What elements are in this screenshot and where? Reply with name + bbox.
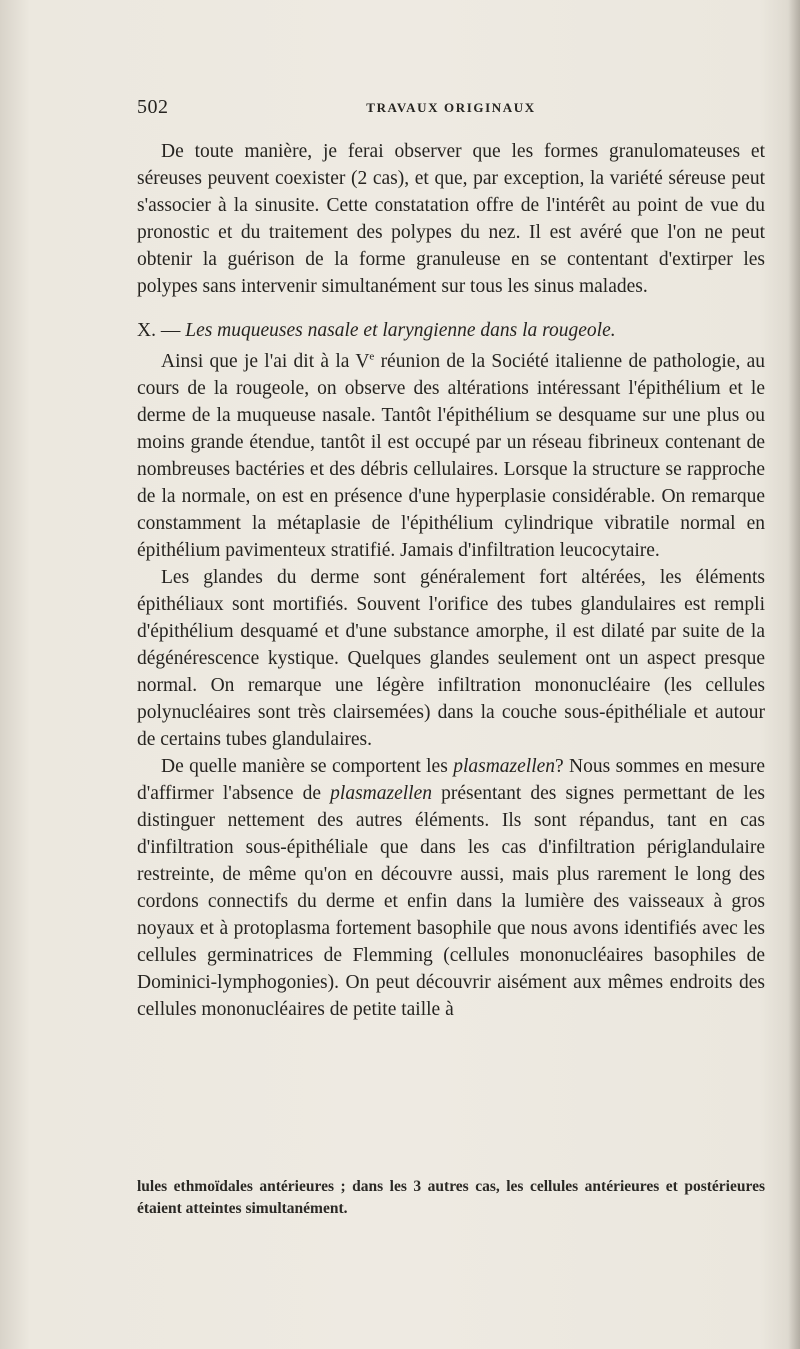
spacer bbox=[137, 300, 765, 307]
paragraph-4-text-b: ? Nous sommes en mesure d'affirmer l'absence de bbox=[137, 756, 765, 804]
footnote-text: lules ethmoïdales antérieures ; dans les 3 autres cas, les cellules antérieures et postérieures étaient atteintes simultanément. bbox=[137, 1178, 765, 1217]
italic-term-plasmazellen-2: plasmazellen bbox=[330, 783, 432, 804]
section-number: X. — bbox=[137, 320, 186, 341]
section-heading bbox=[137, 317, 765, 344]
footnote bbox=[137, 1176, 765, 1220]
paragraph-3: Les glandes du derme sont généralement fort altérées, les éléments épithéliaux sont mortifiés. Souvent l'orifice des tubes glandulaires est rempli d'épithélium desquamé et d'une substance amorphe, il est dilaté par suite de la dégénérescence kystique. Quelques glandes seulement ont un aspect presque normal. On remarque une légère infiltration mononucléaire (les cellules polynucléaires sont très clairsemées) dans la couche sous-épithéliale et autour de certains tubes glandulaires. bbox=[137, 567, 765, 750]
page-number: 502 bbox=[137, 96, 169, 118]
running-title: TRAVAUX ORIGINAUX bbox=[366, 100, 536, 115]
italic-term-plasmazellen: plasmazellen bbox=[453, 756, 556, 777]
page-edge-shadow bbox=[788, 0, 800, 1349]
paragraph-2-text-b: réunion de la Société italienne de pathologie, au cours de la rougeole, on observe des altérations intéressant l'épithélium et le derme de la muqueuse nasale. Tantôt l'épithélium se desquame sur une plus ou moins grande étendue, tantôt il est occupé par un réseau fibrineux contenant de nombreuses bactéries et des débris cellulaires. Lorsque la structure se rapproche de la normale, on est en présence d'une hyperplasie considérable. On remarque constamment la métaplasie de l'épithélium cylindrique vibratile normal en épithélium pavimenteux stratifié. Jamais d'infiltration leucocytaire. bbox=[137, 351, 766, 561]
paragraph-2 bbox=[137, 348, 765, 564]
paragraph-2-text-a: Ainsi que je l'ai dit à la V bbox=[161, 351, 370, 372]
section-title: Les muqueuses nasale et laryngienne dans la rougeole. bbox=[185, 320, 616, 341]
paragraph-4-text-c: présentant des signes permettant de les distinguer nettement des autres éléments. Ils sont répandus, tant en cas d'infiltration sous-épithéliale que dans les cas d'infiltration périglandulaire restreinte, de même qu'on en découvre aussi, mais plus rarement le long des cordons connectifs du derme et enfin dans la lumière des vaisseaux à gros noyaux et à protoplasma fortement basophile que nous avons identifiés avec les cellules germinatrices de Flemming (cellules mononucléaires basophiles de Dominici-lymphogonies). On peut découvrir aisément aux mêmes endroits des cellules mononucléaires de petite taille à bbox=[137, 783, 765, 1020]
main-text bbox=[137, 138, 765, 1023]
superscript-e: e bbox=[369, 350, 375, 363]
running-head bbox=[137, 96, 765, 122]
paragraph-1: De toute manière, je ferai observer que les formes granulomateuses et séreuses peuvent coexister (2 cas), et que, par exception, la variété séreuse peut s'associer à la sinusite. Cette constatation offre de l'intérêt au point de vue du pronostic et du traitement des polypes du nez. Il est avéré que l'on ne peut obtenir la guérison de la forme granuleuse en se contentant d'extirper les polypes sans intervenir simultanément sur tous les sinus malades. bbox=[137, 141, 765, 297]
paragraph-4 bbox=[137, 753, 765, 1023]
paragraph-4-text-a: De quelle manière se comportent les bbox=[161, 756, 454, 777]
